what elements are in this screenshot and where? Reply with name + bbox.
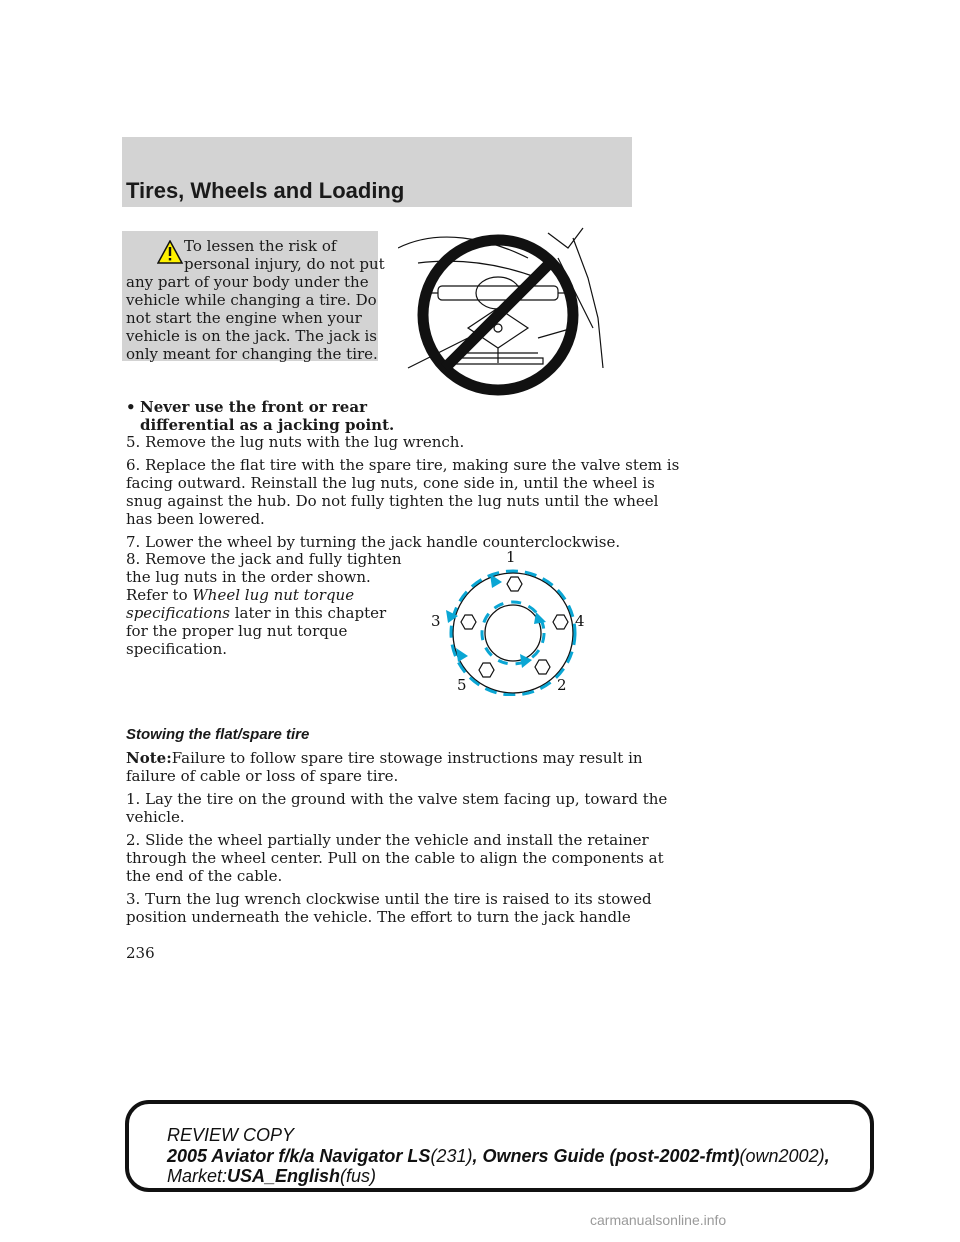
- stowing-note-line: [126, 749, 643, 767]
- stowing-heading: Stowing the flat/spare tire: [126, 726, 310, 743]
- lug-nut-tightening-order-diagram: [428, 546, 598, 696]
- step-8-later-suffix: later in this chapter: [234, 604, 387, 622]
- model-code: (231): [430, 1146, 473, 1166]
- arrow-icon: [534, 612, 546, 624]
- page-number: 236: [126, 944, 155, 962]
- warning-text-line: vehicle while changing a tire. Do: [126, 291, 377, 309]
- torque-spec-reference: specifications: [126, 604, 235, 622]
- stowing-step-3-line: 3. Turn the lug wrench clockwise until the tire is raised to its stowed: [126, 890, 652, 908]
- step-8-text-line: for the proper lug nut torque: [126, 622, 348, 640]
- market-code: (fus): [340, 1166, 377, 1186]
- step-8-text-line: the lug nuts in the order shown.: [126, 568, 371, 586]
- stowing-step-2-line: 2. Slide the wheel partially under the vehicle and install the retainer: [126, 831, 649, 849]
- note-text: Failure to follow spare tire stowage instructions may result in: [171, 749, 643, 767]
- step-8-text-line: specification.: [126, 640, 228, 658]
- wheel-center-bore: [485, 605, 541, 661]
- step-8-text-line: 8. Remove the jack and fully tighten: [126, 550, 402, 568]
- bullet-text-line: differential as a jacking point.: [140, 416, 395, 434]
- note-label: Note:: [126, 749, 172, 767]
- document-identifier-line: [167, 1145, 830, 1167]
- lug-nut-2: [535, 660, 550, 674]
- step-8-text-line: [126, 604, 386, 622]
- stowing-step-1-line: 1. Lay the tire on the ground with the valve stem facing up, toward the: [126, 790, 668, 808]
- watermark-text: carmanualsonline.info: [590, 1212, 727, 1228]
- market-label: Market:: [167, 1166, 228, 1186]
- lug-order-label: 4: [575, 612, 585, 630]
- guide-code: (own2002): [739, 1146, 825, 1166]
- stowing-step-1-line: vehicle.: [126, 808, 185, 826]
- guide-format: , Owners Guide (post-2002-fmt): [472, 1146, 740, 1166]
- stowing-step-2-line: the end of the cable.: [126, 867, 283, 885]
- bullet-symbol: •: [126, 398, 136, 416]
- arrow-icon: [520, 654, 532, 668]
- warning-text-line: any part of your body under the: [126, 273, 369, 291]
- lug-order-label: 5: [457, 676, 467, 694]
- warning-text-line: personal injury, do not put: [184, 255, 385, 273]
- lug-nuts: [461, 577, 568, 677]
- lug-nut-4: [553, 615, 568, 629]
- stowing-step-3-line: position underneath the vehicle. The effort to turn the jack handle: [126, 908, 631, 926]
- torque-spec-reference: Wheel lug nut torque: [192, 586, 355, 604]
- warning-text-line: To lessen the risk of: [184, 237, 337, 255]
- step-7-text: 7. Lower the wheel by turning the jack handle counterclockwise.: [126, 533, 621, 551]
- market-line: [167, 1165, 376, 1187]
- section-title: Tires, Wheels and Loading: [126, 178, 405, 203]
- step-6-text-line: has been lowered.: [126, 510, 265, 528]
- warning-text-line: vehicle is on the jack. The jack is: [126, 327, 377, 345]
- stowing-note-line: failure of cable or loss of spare tire.: [126, 767, 399, 785]
- trailing-comma: ,: [824, 1146, 830, 1166]
- bullet-text-line: Never use the front or rear: [140, 398, 367, 416]
- no-jacking-under-differential-illustration: [398, 218, 608, 398]
- warning-text-line: only meant for changing the tire.: [126, 345, 378, 363]
- warning-box: [122, 231, 385, 363]
- warning-text-line: not start the engine when your: [126, 309, 362, 327]
- lug-nut-1: [507, 577, 522, 591]
- market-value: USA_English: [227, 1166, 341, 1186]
- stowing-step-2-line: through the wheel center. Pull on the cable to align the components at: [126, 849, 664, 867]
- step-6-text-line: 6. Replace the flat tire with the spare tire, making sure the valve stem is: [126, 456, 680, 474]
- step-8-text-line: [126, 586, 354, 604]
- step-5-text: 5. Remove the lug nuts with the lug wrench.: [126, 433, 465, 451]
- lug-order-label: 3: [431, 612, 441, 630]
- review-copy-label: REVIEW COPY: [167, 1125, 295, 1145]
- step-6-text-line: snug against the hub. Do not fully tighten the lug nuts until the wheel: [126, 492, 659, 510]
- lug-nut-5: [479, 663, 494, 677]
- arrow-icon: [456, 648, 468, 662]
- review-copy-footer: [125, 1100, 874, 1192]
- step-8-refer-prefix: Refer to: [126, 586, 193, 604]
- model-name: 2005 Aviator f/k/a Navigator LS: [167, 1146, 431, 1166]
- lug-order-label: 1: [506, 548, 516, 566]
- lug-nut-3: [461, 615, 476, 629]
- lug-order-label: 2: [557, 676, 567, 694]
- step-6-text-line: facing outward. Reinstall the lug nuts, cone side in, until the wheel is: [126, 474, 655, 492]
- warning-icon: [157, 240, 183, 264]
